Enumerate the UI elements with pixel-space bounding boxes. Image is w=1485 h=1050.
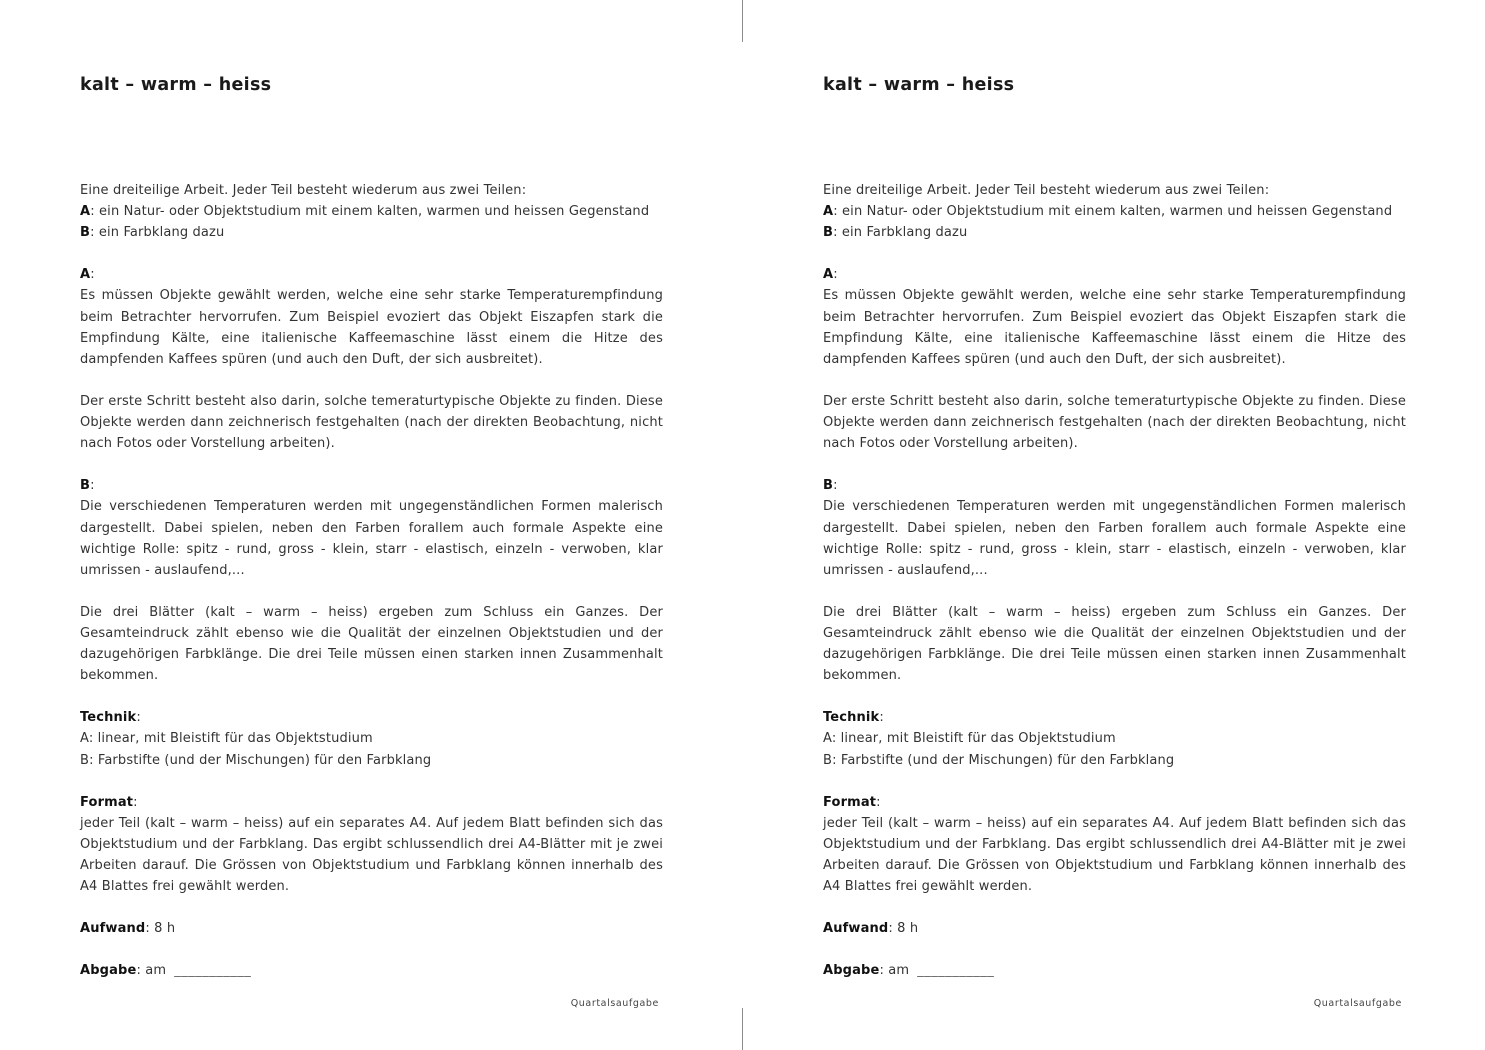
format-label: Format: [823, 794, 877, 810]
format-heading: [823, 792, 1406, 813]
section-a-paragraph-2: Der erste Schritt besteht also darin, solche temeraturtypische Objekte zu finden. Diese Objekte werden dann zeichnerisch festgehalten (nach der direkten Beobachtung, nicht nach Fotos oder Vorstellung arbeiten).: [80, 393, 663, 452]
abgabe-date-blank: ___________: [174, 963, 252, 979]
section-b-heading: [823, 475, 1406, 496]
abgabe-value: : am: [879, 963, 910, 979]
intro-part-b: [823, 222, 1406, 243]
intro-part-a: [80, 201, 663, 222]
section-a-label: A: [80, 267, 91, 283]
technik-line-b: B: Farbstifte (und der Mischungen) für den Farbklang: [80, 752, 432, 768]
intro-part-b: [80, 222, 663, 243]
part-a-label: A: [823, 204, 834, 220]
spacer: [823, 686, 1406, 707]
section-a-paragraph-1: Es müssen Objekte gewählt werden, welche eine sehr starke Temperaturempfindung beim Betrachter hervorrufen. Zum Beispiel evoziert das Objekt Eiszapfen stark die Empfindung Kälte, eine italienische Kaffeemaschine lässt einem die Hitze des dampfenden Kaffees spüren (und auch den Duft, der sich ausbreitet).: [80, 288, 663, 367]
section-b-paragraph-1: Die verschiedenen Temperaturen werden mit ungegenständlichen Formen malerisch dargestellt. Dabei spielen, neben den Farben forallem auch formale Aspekte eine wichtige Rolle: spitz - rund, gross - klein, starr - elastisch, einzeln - verwoben, klar umrissen - auslaufend,...: [80, 499, 663, 578]
section-b-paragraph-2: Die drei Blätter (kalt – warm – heiss) ergeben zum Schluss ein Ganzes. Der Gesamteindruck zählt ebenso wie die Qualität der einzelnen Objektstudien und der dazugehörigen Farbklänge. Die drei Teile müssen einen starken innen Zusammenhalt bekommen.: [80, 604, 663, 684]
part-a-label: A: [80, 204, 91, 220]
spacer: [823, 939, 1406, 960]
section-b-label: B: [80, 478, 91, 494]
aufwand-label: Aufwand: [80, 921, 146, 937]
left-page: [0, 0, 742, 1050]
aufwand-value: : 8 h: [888, 921, 919, 937]
part-a-text: : ein Natur- oder Objektstudium mit einem kalten, warmen und heissen Gegenstand: [833, 204, 1393, 220]
abgabe-line: [823, 960, 1406, 981]
spacer: [80, 686, 663, 707]
spacer: [80, 454, 663, 475]
part-b-label: B: [823, 225, 834, 241]
spacer: [823, 897, 1406, 918]
abgabe-label: Abgabe: [823, 963, 880, 979]
page-body: [80, 180, 663, 982]
page-footer: Quartalsaufgabe: [570, 998, 659, 1009]
section-a-paragraph-1: Es müssen Objekte gewählt werden, welche eine sehr starke Temperaturempfindung beim Betrachter hervorrufen. Zum Beispiel evoziert das Objekt Eiszapfen stark die Empfindung Kälte, eine italienische Kaffeemaschine lässt einem die Hitze des dampfenden Kaffees spüren (und auch den Duft, der sich ausbreitet).: [823, 288, 1406, 367]
spacer: [823, 243, 1406, 264]
section-a-heading: [823, 264, 1406, 285]
format-label: Format: [80, 794, 134, 810]
technik-label: Technik: [80, 710, 137, 726]
technik-line-b: B: Farbstifte (und der Mischungen) für den Farbklang: [823, 752, 1175, 768]
page-title: kalt – warm – heiss: [823, 75, 1015, 95]
abgabe-line: [80, 960, 663, 981]
colon: :: [90, 267, 95, 283]
technik-line-a: A: linear, mit Bleistift für das Objektstudium: [80, 731, 373, 747]
spacer: [80, 939, 663, 960]
aufwand-line: [80, 918, 663, 939]
spacer: [823, 771, 1406, 792]
colon: :: [136, 710, 141, 726]
abgabe-value: : am: [136, 963, 167, 979]
spacer: [80, 243, 663, 264]
section-b-paragraph-2: Die drei Blätter (kalt – warm – heiss) ergeben zum Schluss ein Ganzes. Der Gesamteindruck zählt ebenso wie die Qualität der einzelnen Objektstudien und der dazugehörigen Farbklänge. Die drei Teile müssen einen starken innen Zusammenhalt bekommen.: [823, 604, 1406, 684]
part-b-text: : ein Farbklang dazu: [90, 225, 225, 241]
part-b-label: B: [80, 225, 91, 241]
section-a-paragraph-2: Der erste Schritt besteht also darin, solche temeraturtypische Objekte zu finden. Diese Objekte werden dann zeichnerisch festgehalten (nach der direkten Beobachtung, nicht nach Fotos oder Vorstellung arbeiten).: [823, 393, 1406, 452]
part-a-text: : ein Natur- oder Objektstudium mit einem kalten, warmen und heissen Gegenstand: [90, 204, 650, 220]
intro-line: Eine dreiteilige Arbeit. Jeder Teil besteht wiederum aus zwei Teilen:: [80, 183, 527, 198]
abgabe-date-blank: ___________: [917, 963, 995, 979]
aufwand-label: Aufwand: [823, 921, 889, 937]
section-b-label: B: [823, 478, 834, 494]
technik-heading: [80, 707, 663, 728]
colon: :: [876, 794, 881, 810]
spacer: [823, 370, 1406, 391]
technik-heading: [823, 707, 1406, 728]
technik-label: Technik: [823, 710, 880, 726]
intro-line: Eine dreiteilige Arbeit. Jeder Teil besteht wiederum aus zwei Teilen:: [823, 183, 1270, 198]
format-paragraph: jeder Teil (kalt – warm – heiss) auf ein separates A4. Auf jedem Blatt befinden sich das Objektstudium und der Farbklang. Das ergibt schlussendlich drei A4-Blätter mit je zwei Arbeiten darauf. Die Grössen von Objektstudium und Farbklang können innerhalb des A4 Blattes frei gewählt werden.: [80, 815, 663, 895]
colon: :: [90, 478, 95, 494]
part-b-text: : ein Farbklang dazu: [833, 225, 968, 241]
section-a-label: A: [823, 267, 834, 283]
spacer: [80, 370, 663, 391]
technik-line-a: A: linear, mit Bleistift für das Objektstudium: [823, 731, 1116, 747]
spacer: [823, 581, 1406, 602]
page-footer: Quartalsaufgabe: [1313, 998, 1402, 1009]
page-title: kalt – warm – heiss: [80, 75, 272, 95]
format-paragraph: jeder Teil (kalt – warm – heiss) auf ein separates A4. Auf jedem Blatt befinden sich das Objektstudium und der Farbklang. Das ergibt schlussendlich drei A4-Blätter mit je zwei Arbeiten darauf. Die Grössen von Objektstudium und Farbklang können innerhalb des A4 Blattes frei gewählt werden.: [823, 815, 1406, 895]
colon: :: [833, 267, 838, 283]
spacer: [823, 454, 1406, 475]
section-b-paragraph-1: Die verschiedenen Temperaturen werden mit ungegenständlichen Formen malerisch dargestellt. Dabei spielen, neben den Farben forallem auch formale Aspekte eine wichtige Rolle: spitz - rund, gross - klein, starr - elastisch, einzeln - verwoben, klar umrissen - auslaufend,...: [823, 499, 1406, 578]
spacer: [80, 581, 663, 602]
aufwand-value: : 8 h: [145, 921, 176, 937]
page-body: [823, 180, 1406, 982]
right-page: [743, 0, 1485, 1050]
section-a-heading: [80, 264, 663, 285]
colon: :: [879, 710, 884, 726]
abgabe-label: Abgabe: [80, 963, 137, 979]
colon: :: [833, 478, 838, 494]
aufwand-line: [823, 918, 1406, 939]
format-heading: [80, 792, 663, 813]
spacer: [80, 897, 663, 918]
spacer: [80, 771, 663, 792]
colon: :: [133, 794, 138, 810]
section-b-heading: [80, 475, 663, 496]
intro-part-a: [823, 201, 1406, 222]
